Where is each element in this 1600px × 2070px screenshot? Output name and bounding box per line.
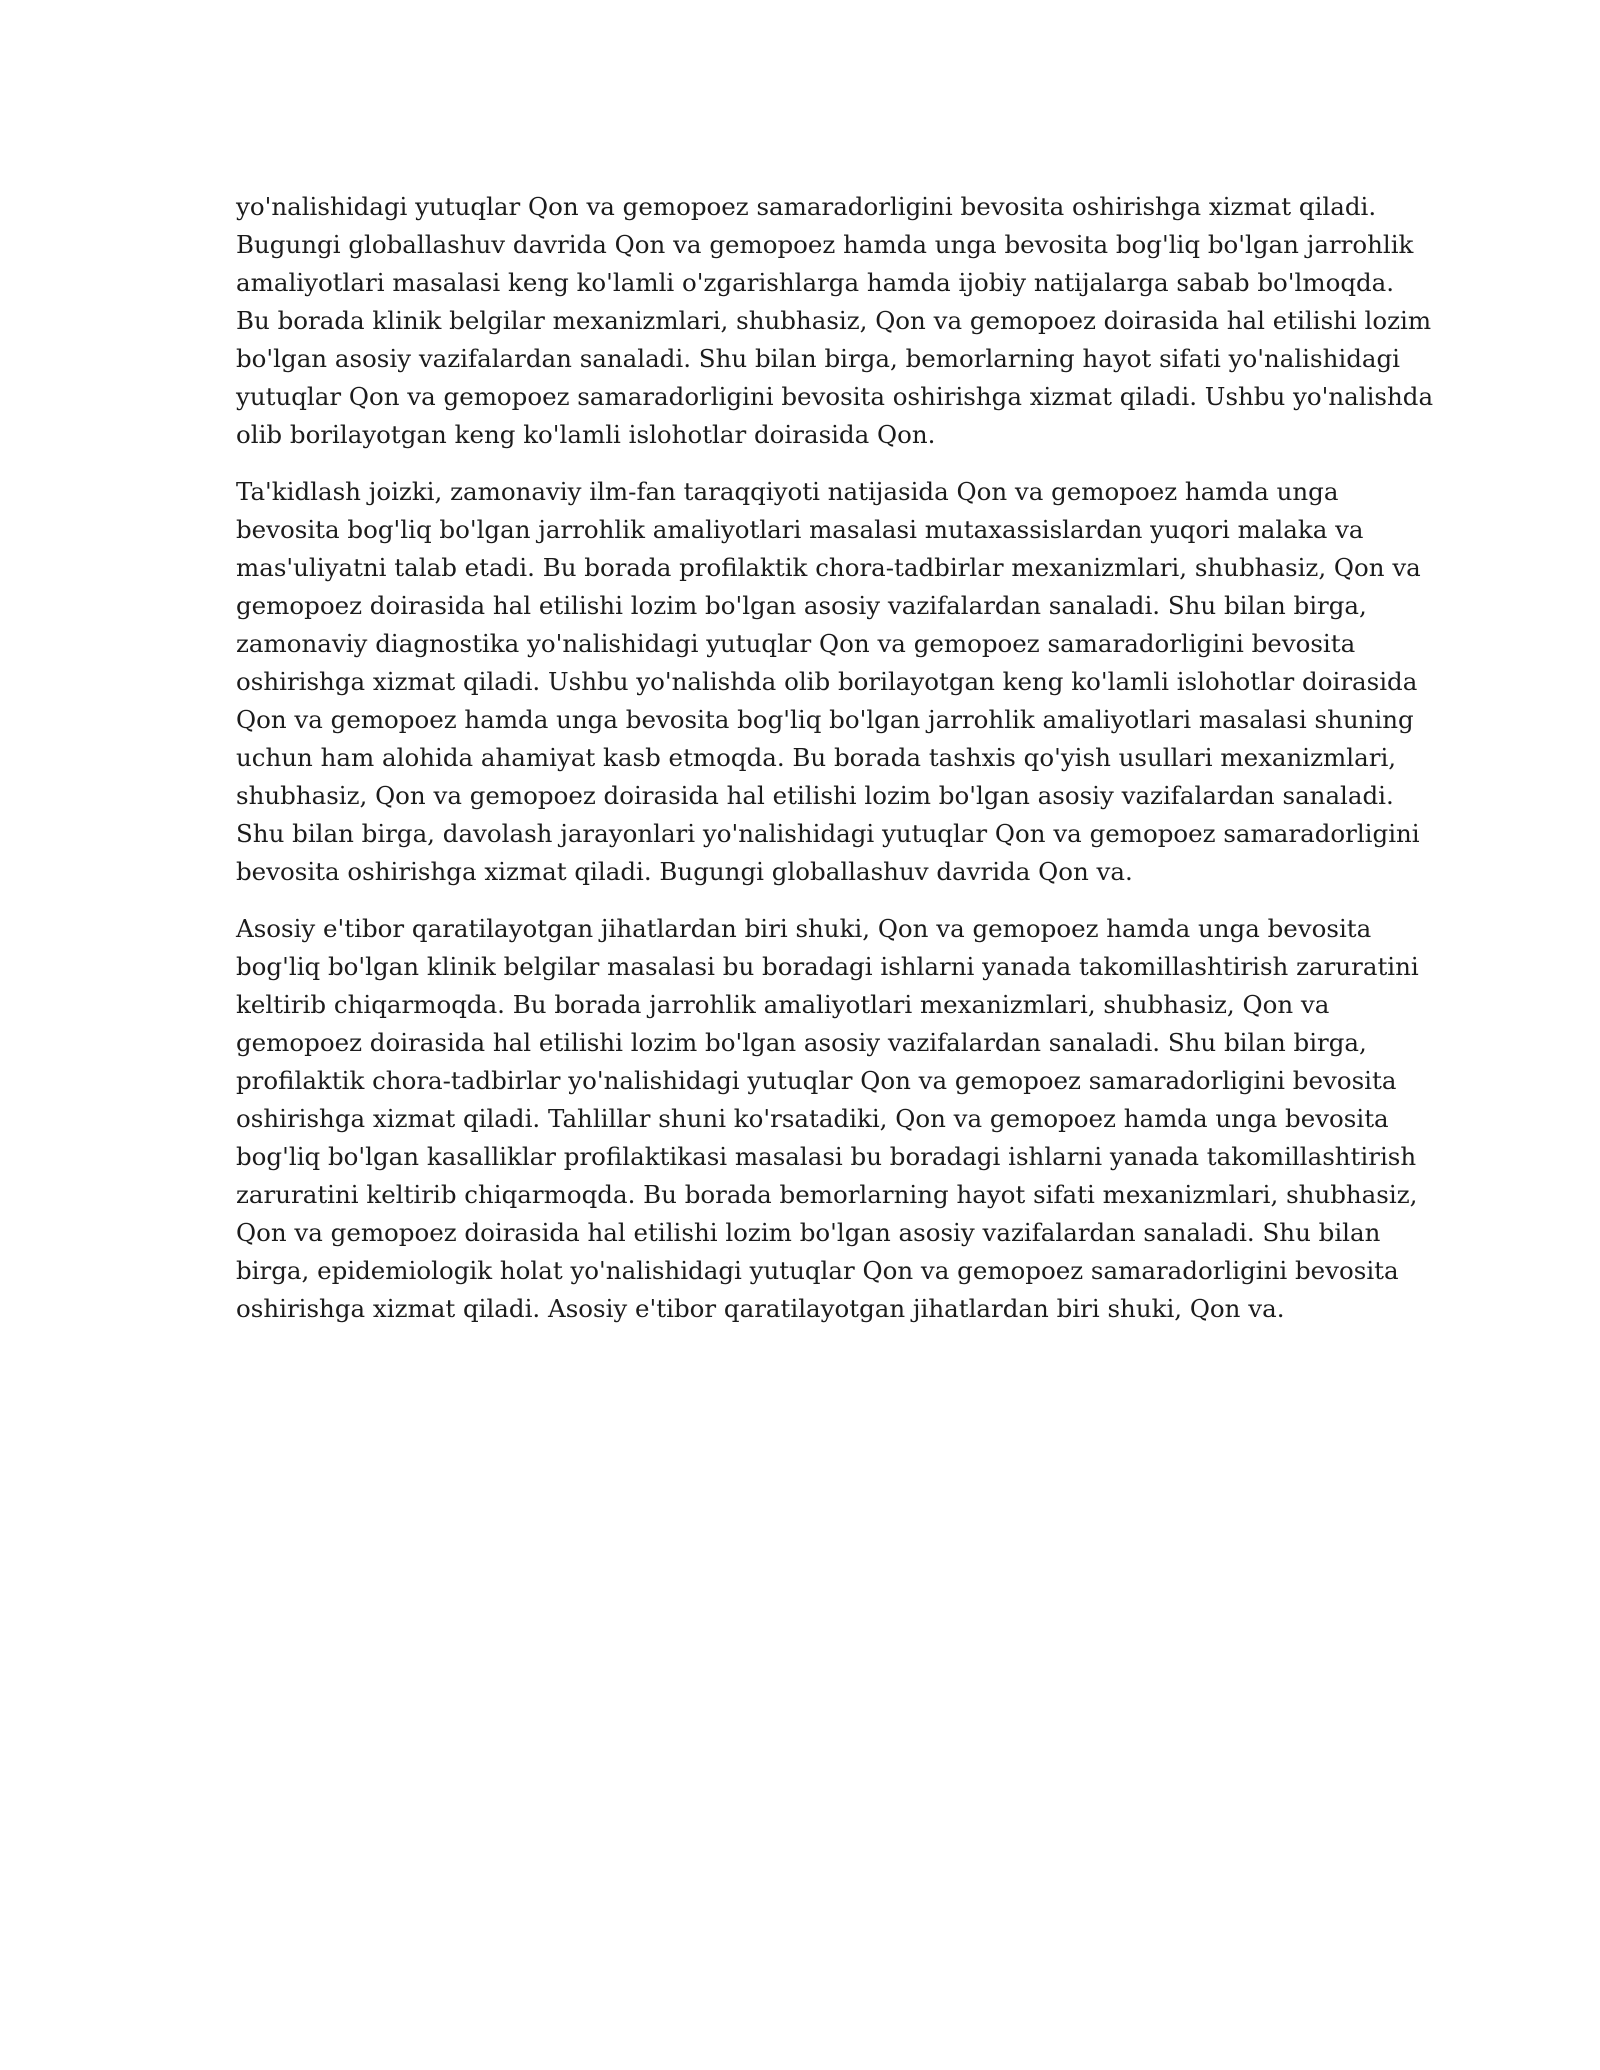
text-line: oshirishga xizmat qiladi. Tahlillar shuni ko'rsatadiki, Qon va gemopoez hamda unga bevosita [236, 1104, 1389, 1133]
text-line: gemopoez doirasida hal etilishi lozim bo'lgan asosiy vazifalardan sanaladi. Shu bilan birga, [236, 1028, 1367, 1057]
text-line: shubhasiz, Qon va gemopoez doirasida hal etilishi lozim bo'lgan asosiy vazifalardan sanaladi. [236, 781, 1394, 810]
text-line: gemopoez doirasida hal etilishi lozim bo'lgan asosiy vazifalardan sanaladi. Shu bilan birga, [236, 591, 1367, 620]
paragraph-3 [236, 910, 1419, 1328]
paragraph-1 [236, 188, 1434, 454]
text-line: oshirishga xizmat qiladi. Asosiy e'tibor qaratilayotgan jihatlardan biri shuki, Qon va. [236, 1294, 1285, 1323]
text-line: mas'uliyatni talab etadi. Bu borada profilaktik chora-tadbirlar mexanizmlari, shubhasiz, Qon va [236, 553, 1421, 582]
text-line: amaliyotlari masalasi keng ko'lamli o'zgarishlarga hamda ijobiy natijalarga sabab bo'lmoqda. [236, 268, 1395, 297]
text-line: zamonaviy diagnostika yo'nalishidagi yutuqlar Qon va gemopoez samaradorligini bevosita [236, 629, 1356, 658]
text-line: yo'nalishidagi yutuqlar Qon va gemopoez samaradorligini bevosita oshirishga xizmat qiladi. [236, 192, 1377, 221]
text-line: Ta'kidlash joizki, zamonaviy ilm-fan taraqqiyoti natijasida Qon va gemopoez hamda unga [236, 477, 1339, 506]
text-line: bevosita bog'liq bo'lgan jarrohlik amaliyotlari masalasi mutaxassislardan yuqori malaka va [236, 515, 1364, 544]
paragraph-2 [236, 473, 1421, 891]
text-line: oshirishga xizmat qiladi. Ushbu yo'nalishda olib borilayotgan keng ko'lamli islohotlar doirasida [236, 667, 1418, 696]
text-line: Shu bilan birga, davolash jarayonlari yo'nalishidagi yutuqlar Qon va gemopoez samaradorligini [236, 819, 1420, 848]
text-line: bevosita oshirishga xizmat qiladi. Bugungi globallashuv davrida Qon va. [236, 857, 1133, 886]
text-line: Asosiy e'tibor qaratilayotgan jihatlardan biri shuki, Qon va gemopoez hamda unga bevosita [236, 914, 1372, 943]
text-line: bo'lgan asosiy vazifalardan sanaladi. Shu bilan birga, bemorlarning hayot sifati yo'nalishidagi [236, 344, 1401, 373]
text-line: uchun ham alohida ahamiyat kasb etmoqda. Bu borada tashxis qo'yish usullari mexanizmlari, [236, 743, 1397, 772]
text-line: profilaktik chora-tadbirlar yo'nalishidagi yutuqlar Qon va gemopoez samaradorligini bevosita [236, 1066, 1397, 1095]
text-line: bog'liq bo'lgan klinik belgilar masalasi bu boradagi ishlarni yanada takomillashtirish zaruratini [236, 952, 1419, 981]
text-line: Bu borada klinik belgilar mexanizmlari, shubhasiz, Qon va gemopoez doirasida hal etilishi lozim [236, 306, 1432, 335]
text-line: zaruratini keltirib chiqarmoqda. Bu borada bemorlarning hayot sifati mexanizmlari, shubhasiz, [236, 1180, 1418, 1209]
text-line: Qon va gemopoez hamda unga bevosita bog'liq bo'lgan jarrohlik amaliyotlari masalasi shuning [236, 705, 1414, 734]
text-line: olib borilayotgan keng ko'lamli islohotlar doirasida Qon. [236, 420, 936, 449]
text-line: yutuqlar Qon va gemopoez samaradorligini bevosita oshirishga xizmat qiladi. Ushbu yo'nalishda [236, 382, 1434, 411]
text-line: Bugungi globallashuv davrida Qon va gemopoez hamda unga bevosita bog'liq bo'lgan jarrohlik [236, 230, 1414, 259]
text-line: Qon va gemopoez doirasida hal etilishi lozim bo'lgan asosiy vazifalardan sanaladi. Shu bilan [236, 1218, 1381, 1247]
text-line: bog'liq bo'lgan kasalliklar profilaktikasi masalasi bu boradagi ishlarni yanada takomillashtirish [236, 1142, 1417, 1171]
text-line: birga, epidemiologik holat yo'nalishidagi yutuqlar Qon va gemopoez samaradorligini bevosita [236, 1256, 1399, 1285]
text-line: keltirib chiqarmoqda. Bu borada jarrohlik amaliyotlari mexanizmlari, shubhasiz, Qon va [236, 990, 1330, 1019]
document-body [236, 188, 1434, 1347]
